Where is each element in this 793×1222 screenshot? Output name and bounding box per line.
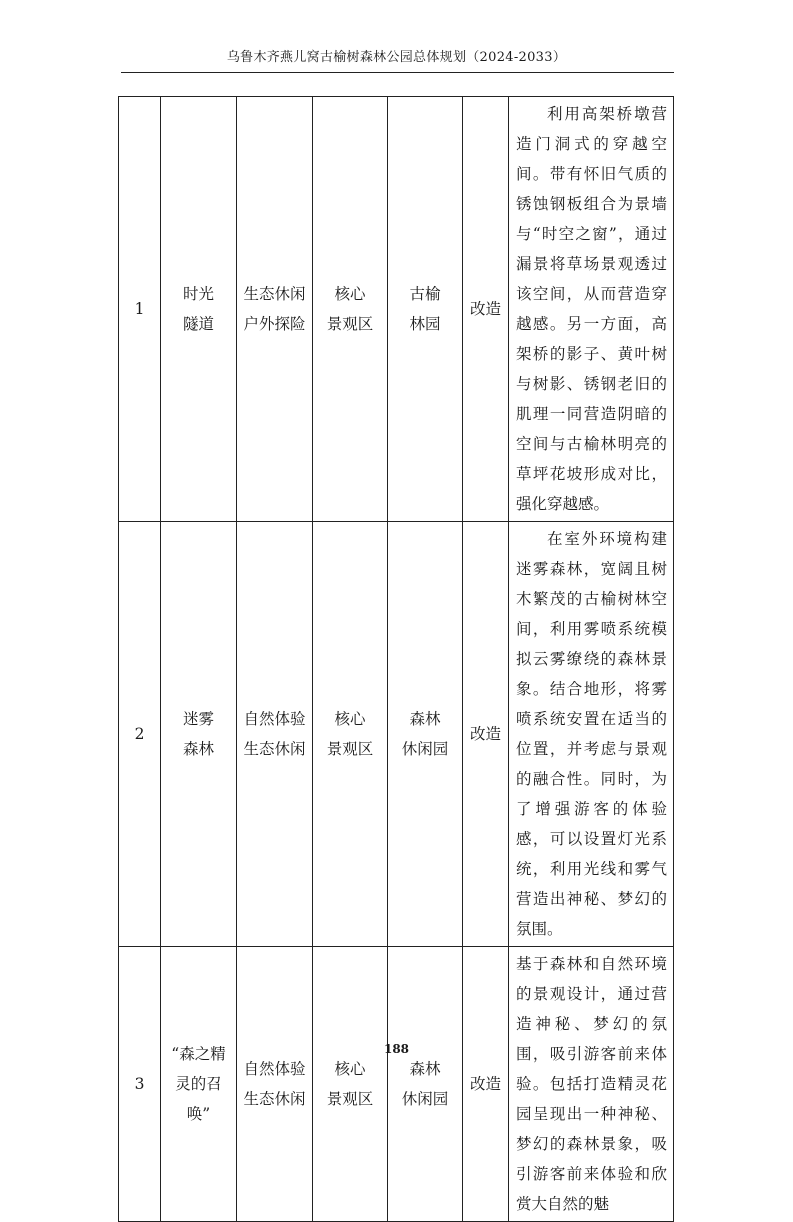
construction-mode: 改造 <box>463 97 509 522</box>
scenic-area <box>388 947 463 1222</box>
project-type <box>237 522 313 947</box>
project-type-line: 生态休闲 <box>243 740 306 758</box>
project-description <box>509 947 674 1222</box>
area-line: 森林 <box>409 710 441 728</box>
header-divider <box>121 72 674 73</box>
project-type <box>237 97 313 522</box>
area-line: 休闲园 <box>401 740 449 758</box>
row-number: 3 <box>119 947 161 1222</box>
page-number: 188 <box>383 1042 410 1056</box>
description-text: 基于森林和自然环境的景观设计，通过营造神秘、梦幻的氛围，吸引游客前来体验。包括打造精灵花园呈现出一种神秘、梦幻的森林景象，吸引游客前来体验和欣赏大自然的魅 <box>516 955 667 1213</box>
project-type-line: 自然体验 <box>243 710 306 728</box>
zone-line: 核心 <box>334 710 366 728</box>
project-description <box>509 522 674 947</box>
construction-mode: 改造 <box>463 522 509 947</box>
project-name-line: “森之精 <box>171 1045 226 1063</box>
project-name <box>161 97 237 522</box>
project-name-line: 迷雾 <box>182 710 214 728</box>
zone-line: 景观区 <box>326 315 374 333</box>
project-name-line: 森林 <box>182 740 214 758</box>
project-type-line: 自然体验 <box>243 1060 306 1078</box>
zone-line: 核心 <box>334 285 366 303</box>
project-name-line: 隧道 <box>182 315 214 333</box>
project-name-line: 灵的召 <box>175 1075 222 1093</box>
project-type-line: 户外探险 <box>243 315 306 333</box>
scenic-area <box>388 97 463 522</box>
area-line: 森林 <box>409 1060 441 1078</box>
area-line: 林园 <box>409 315 441 333</box>
row-number: 2 <box>119 522 161 947</box>
zone-line: 景观区 <box>326 1090 374 1108</box>
table-row <box>119 522 674 947</box>
project-type-line: 生态休闲 <box>243 1090 306 1108</box>
row-number: 1 <box>119 97 161 522</box>
table-row <box>119 97 674 522</box>
functional-zone <box>313 947 388 1222</box>
zone-line: 景观区 <box>326 740 374 758</box>
project-name-line: 时光 <box>182 285 214 303</box>
description-text: 在室外环境构建迷雾森林，宽阔且树木繁茂的古榆树林空间，利用雾喷系统模拟云雾缭绕的森林景象。结合地形，将雾喷系统安置在适当的位置，并考虑与景观的融合性。同时，为了增强游客的体验感，可以设置灯光系统，利用光线和雾气营造出神秘、梦幻的氛围。 <box>516 530 667 938</box>
functional-zone <box>313 522 388 947</box>
project-name-line: 唤” <box>186 1105 211 1123</box>
area-line: 古榆 <box>409 285 441 303</box>
area-line: 休闲园 <box>401 1090 449 1108</box>
description-text: 利用高架桥墩营造门洞式的穿越空间。带有怀旧气质的锈蚀钢板组合为景墙与“时空之窗”，通过漏景将草场景观透过该空间，从而营造穿越感。另一方面，高架桥的影子、黄叶树与树影、锈钢老旧的肌理一同营造阴暗的空间与古榆林明亮的草坪花坡形成对比，强化穿越感。 <box>516 105 667 513</box>
running-header-title: 乌鲁木齐燕儿窝古榆树森林公园总体规划（2024-2033） <box>226 50 567 65</box>
project-name <box>161 522 237 947</box>
zone-line: 核心 <box>334 1060 366 1078</box>
project-description <box>509 97 674 522</box>
project-type <box>237 947 313 1222</box>
scenic-area <box>388 522 463 947</box>
functional-zone <box>313 97 388 522</box>
table-row <box>119 947 674 1222</box>
project-type-line: 生态休闲 <box>243 285 306 303</box>
project-name <box>161 947 237 1222</box>
construction-mode: 改造 <box>463 947 509 1222</box>
